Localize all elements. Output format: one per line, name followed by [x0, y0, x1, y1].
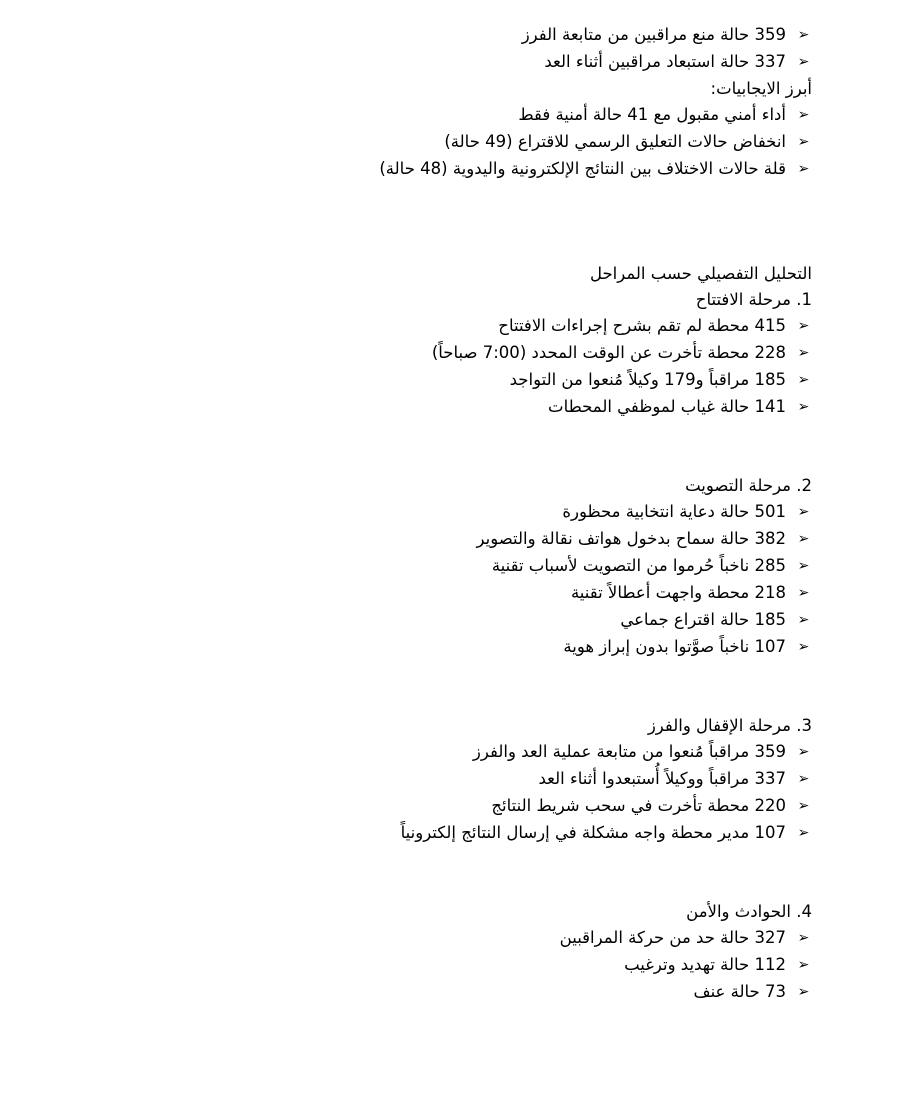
list-item [100, 739, 812, 766]
list-item-text: 285 ناخباً حُرموا من التصويت لأسباب تقنية [491, 556, 786, 575]
section-list-4 [100, 925, 812, 1006]
list-item [100, 394, 812, 421]
list-item [100, 634, 812, 661]
list-item [100, 607, 812, 634]
list-item-text: 337 حالة استبعاد مراقبين أثناء العد [544, 52, 786, 71]
section-heading-2: 2. مرحلة التصويت [685, 476, 812, 495]
list-item [100, 129, 812, 156]
list-item-text: 141 حالة غياب لموظفي المحطات [548, 397, 786, 416]
list-item-text: 501 حالة دعاية انتخابية محظورة [562, 502, 786, 521]
list-item-text: 382 حالة سماح بدخول هواتف نقالة والتصوير [476, 529, 786, 548]
section-heading-3: 3. مرحلة الإقفال والفرز [647, 716, 812, 735]
list-item-text: قلة حالات الاختلاف بين النتائج الإلكترونية واليدوية (48 حالة) [379, 159, 786, 178]
list-item [100, 313, 812, 340]
arrow-bullet-icon: ➢ [797, 27, 810, 43]
list-item-text: 218 محطة واجهت أعطالاً تقنية [570, 583, 786, 602]
list-item-text: 359 مراقباً مُنعوا من متابعة عملية العد والفرز [472, 742, 786, 761]
arrow-bullet-icon: ➢ [797, 399, 810, 415]
list-item-text: 415 محطة لم تقم بشرح إجراءات الافتتاح [498, 316, 786, 335]
arrow-bullet-icon: ➢ [797, 771, 810, 787]
document-body [100, 22, 812, 1006]
arrow-bullet-icon: ➢ [797, 957, 810, 973]
spacer [100, 183, 812, 261]
spacer [100, 661, 812, 713]
spacer [100, 847, 812, 899]
list-item-text: 228 محطة تأخرت عن الوقت المحدد (7:00 صباحاً) [431, 343, 786, 362]
positives-heading: أبرز الايجابيات: [710, 79, 812, 98]
arrow-bullet-icon: ➢ [797, 984, 810, 1000]
arrow-bullet-icon: ➢ [797, 585, 810, 601]
arrow-bullet-icon: ➢ [797, 531, 810, 547]
arrow-bullet-icon: ➢ [797, 372, 810, 388]
list-item-text: 107 ناخباً صوَّتوا بدون إبراز هوية [563, 637, 786, 656]
arrow-bullet-icon: ➢ [797, 798, 810, 814]
spacer [100, 421, 812, 473]
positives-list [100, 102, 812, 183]
section-heading-1: 1. مرحلة الافتتاح [695, 290, 812, 309]
list-item-text: 185 حالة اقتراع جماعي [620, 610, 786, 629]
list-item-text: أداء أمني مقبول مع 41 حالة أمنية فقط [518, 105, 786, 124]
list-item [100, 580, 812, 607]
arrow-bullet-icon: ➢ [797, 318, 810, 334]
list-item-text: 220 محطة تأخرت في سحب شريط النتائج [491, 796, 786, 815]
list-item [100, 22, 812, 49]
list-item [100, 367, 812, 394]
list-item [100, 156, 812, 183]
arrow-bullet-icon: ➢ [797, 825, 810, 841]
list-item [100, 553, 812, 580]
arrow-bullet-icon: ➢ [797, 54, 810, 70]
list-item [100, 952, 812, 979]
arrow-bullet-icon: ➢ [797, 107, 810, 123]
list-item-text: 337 مراقباً ووكيلاً أُستبعدوا أثناء العد [538, 769, 786, 788]
list-item [100, 793, 812, 820]
section-heading-4: 4. الحوادث والأمن [686, 902, 812, 921]
list-item [100, 979, 812, 1006]
arrow-bullet-icon: ➢ [797, 134, 810, 150]
arrow-bullet-icon: ➢ [797, 558, 810, 574]
arrow-bullet-icon: ➢ [797, 612, 810, 628]
list-item [100, 526, 812, 553]
arrow-bullet-icon: ➢ [797, 930, 810, 946]
list-item-text: 327 حالة حد من حركة المراقبين [559, 928, 786, 947]
section-list-2 [100, 499, 812, 661]
list-item [100, 102, 812, 129]
list-item [100, 340, 812, 367]
section-list-3 [100, 739, 812, 847]
list-item [100, 820, 812, 847]
analysis-heading: التحليل التفصيلي حسب المراحل [589, 264, 812, 283]
top-bullet-list [100, 22, 812, 76]
list-item [100, 766, 812, 793]
list-item-text: 112 حالة تهديد وترغيب [624, 955, 786, 974]
list-item [100, 49, 812, 76]
list-item-text: 107 مدير محطة واجه مشكلة في إرسال النتائج إلكترونياً [400, 823, 786, 842]
list-item-text: انخفاض حالات التعليق الرسمي للاقتراع (49 حالة) [444, 132, 786, 151]
list-item-text: 185 مراقباً و179 وكيلاً مُنعوا من التواجد [509, 370, 786, 389]
arrow-bullet-icon: ➢ [797, 345, 810, 361]
list-item-text: 73 حالة عنف [693, 982, 786, 1001]
arrow-bullet-icon: ➢ [797, 744, 810, 760]
arrow-bullet-icon: ➢ [797, 639, 810, 655]
arrow-bullet-icon: ➢ [797, 504, 810, 520]
list-item [100, 499, 812, 526]
section-list-1 [100, 313, 812, 421]
list-item [100, 925, 812, 952]
list-item-text: 359 حالة منع مراقبين من متابعة الفرز [521, 25, 786, 44]
arrow-bullet-icon: ➢ [797, 161, 810, 177]
